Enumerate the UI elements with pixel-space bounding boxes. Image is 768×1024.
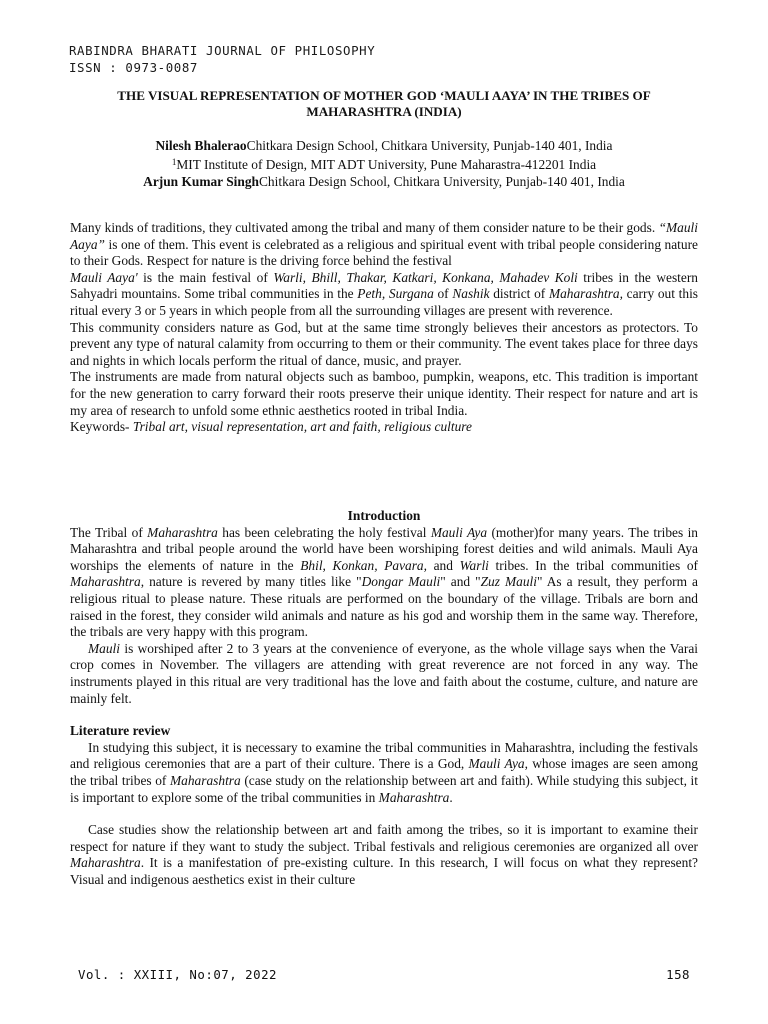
author-2-name: Arjun Kumar Singh [143, 174, 259, 189]
author-1-affiliation: Chitkara Design School, Chitkara University, Punjab-140 401, India [246, 138, 613, 153]
author-block [70, 137, 698, 190]
volume-info: Vol. : XXIII, No:07, 2022 [78, 967, 277, 982]
introduction-heading: Introduction [347, 508, 421, 523]
abstract-paragraph: This community considers nature as God, but at the same time strongly believes their ancestors as protectors. To prevent any type of natural calamity from occurring to them or their community. The event takes place for three days and nights in which locals perform the ritual of dance, music, and prayer. [70, 319, 698, 368]
paper-title: THE VISUAL REPRESENTATION OF MOTHER GOD ‘MAULI AAYA’ IN THE TRIBES OF MAHARASHTRA (INDIA) [117, 88, 651, 119]
journal-name: RABINDRA BHARATI JOURNAL OF PHILOSOPHY [69, 43, 376, 58]
abstract-paragraph: Mauli Aaya' is the main festival of Warli, Bhill, Thakar, Katkari, Konkana, Mahadev Koli tribes in the western Sahyadri mountains. Some tribal communities in the Peth, Surgana of Nashik district of Maharashtra, carry out this ritual every 3 or 5 years in which people from all the surrounding villages are present with reverence. [70, 269, 698, 318]
literature-paragraph: Case studies show the relationship between art and faith among the tribes, so it is important to examine their respect for nature if they want to study the subject. Tribal festivals and religious ceremonies are organized all over Maharashtra. It is a manifestation of pre-existing culture. In this research, I will focus on what they represent? Visual and indigenous aesthetics exist in their culture [70, 822, 698, 887]
keywords: Keywords- Tribal art, visual representation, art and faith, religious culture [70, 419, 472, 435]
page-footer [78, 967, 690, 982]
journal-header [69, 42, 375, 76]
introduction-paragraph: Mauli is worshiped after 2 to 3 years at the convenience of everyone, as the whole village says when the Varai crop comes in November. The villagers are attending with great reverence are not forced in any way. The instruments played in this ritual are very traditional has the love and faith about the costume, culture, and nature are mainly felt. [70, 640, 698, 706]
literature-heading: Literature review [70, 723, 171, 739]
abstract-paragraph: Many kinds of traditions, they cultivated among the tribal and many of them consider nature to be their gods. “Mauli Aaya” is one of them. This event is celebrated as a religious and spiritual event with tribal people considering nature to their Gods. Respect for nature is the driving force behind the festival [70, 220, 698, 269]
page-number: 158 [666, 967, 690, 982]
literature-paragraph: In studying this subject, it is necessary to examine the tribal communities in Maharashtra, including the festivals and religious ceremonies that are a part of their culture. There is a God, Mauli Aya, whose images are seen among the tribal tribes of Maharashtra (case study on the relationship between art and faith). While studying this subject, it is important to explore some of the tribal communities in Maharashtra. [70, 739, 698, 805]
introduction-section [70, 508, 698, 888]
introduction-paragraph: The Tribal of Maharashtra has been celebrating the holy festival Mauli Aya (mother)for many years. The tribes in Maharashtra and tribal people around the world have been worshiping forest deities and wild animals. Mauli Aya worships the elements of nature in the Bhil, Konkan, Pavara, and Warli tribes. In the tribal communities of Maharashtra, nature is revered by many titles like "Dongar Mauli" and "Zuz Mauli" As a result, they perform a religious ritual to please nature. These rituals are performed on the boundary of the village. Tribals are born and raised in the forest, they consider wild animals and nature as his god and worship them in the same way. Therefore, the tribals are very happy with this program. [70, 524, 698, 640]
author-1-name: Nilesh Bhalerao [155, 138, 247, 153]
author-2 [70, 173, 698, 190]
abstract [70, 220, 698, 436]
abstract-paragraph: The instruments are made from natural objects such as bamboo, pumpkin, weapons, etc. This tradition is important for the new generation to carry forward their roots preserve their unique identity. Their respect for nature and art is my area of research to unfold some ethnic aesthetics rooted in tribal India. [70, 369, 698, 418]
journal-issn: ISSN : 0973-0087 [69, 60, 198, 75]
author-1-affiliation-2: $^1$MIT Institute of Design, MIT ADT University, Pune Maharastra-412201 India [171, 157, 597, 172]
author-2-affiliation: Chitkara Design School, Chitkara University, Punjab-140 401, India [259, 174, 625, 189]
author-1 [70, 137, 698, 154]
